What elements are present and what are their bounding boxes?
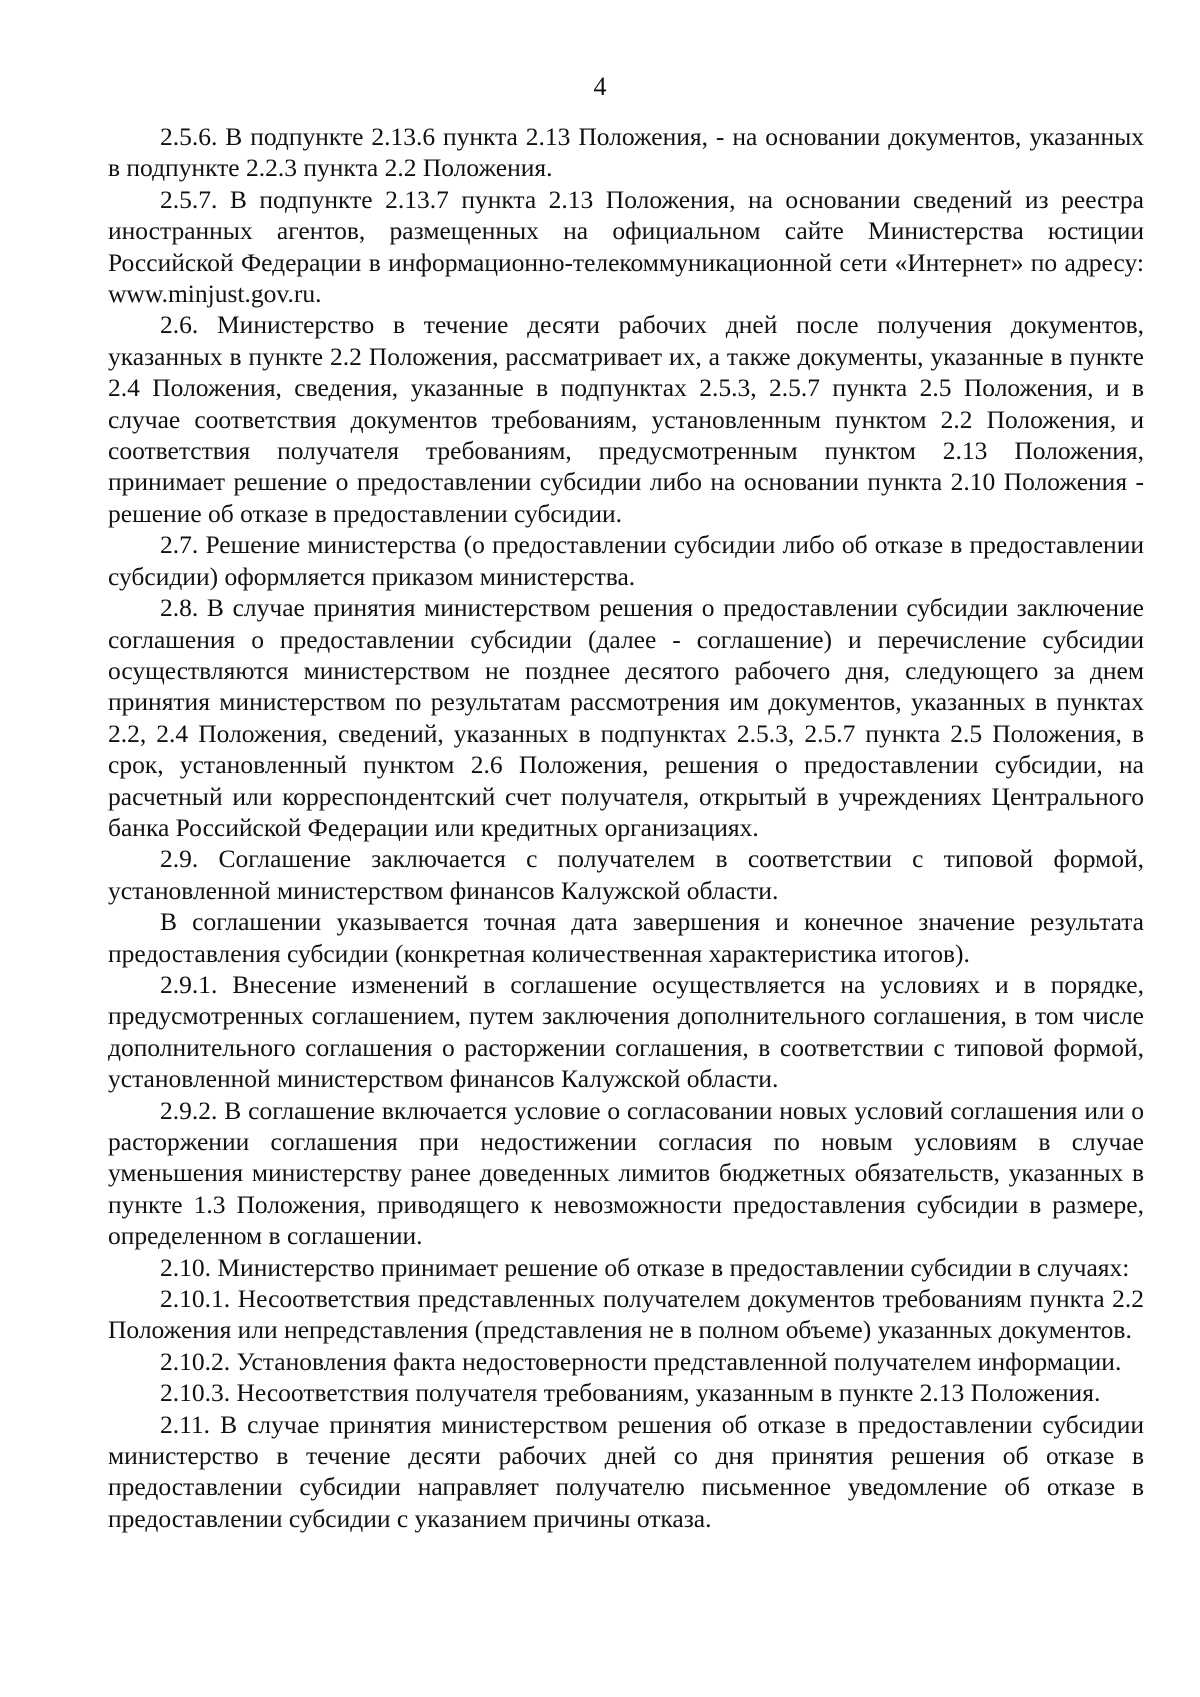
paragraph-2-10: 2.10. Министерство принимает решение об отказе в предоставлении субсидии в случаях:: [160, 1252, 1130, 1282]
paragraph-2-6: 2.6. Министерство в течение десяти рабочих дней после получения документов, указанных в пункте 2.2 Положения, рассматривает их, а также документы, указанные в пункте 2.4 Положения, сведения, указанные в подпунктах 2.5.3, 2.5.7 пункта 2.5 Положения, и в случае соответствия документов требованиям, установленным пунктом 2.2 Положения, и соответствия получателя требованиям, предусмотренным пунктом 2.13 Положения, принимает решение о предоставлении субсидии либо на основании пункта 2.10 Положения - решение об отказе в предоставлении субсидии.: [108, 310, 1144, 528]
paragraph-2-10-1: 2.10.1. Несоответствия представленных получателем документов требованиям пункта 2.2 Положения или непредставления (представления не в полном объеме) указанных документов.: [108, 1284, 1144, 1345]
paragraph-2-9: 2.9. Соглашение заключается с получателем в соответствии с типовой формой, установленной министерством финансов Калужской области.: [108, 844, 1144, 905]
paragraph-2-11: 2.11. В случае принятия министерством решения об отказе в предоставлении субсидии министерство в течение десяти рабочих дней со дня принятия решения об отказе в предоставлении субсидии направляет получателю письменное уведомление об отказе в предоставлении субсидии с указанием причины отказа.: [108, 1409, 1144, 1533]
paragraph-2-5-7: 2.5.7. В подпункте 2.13.7 пункта 2.13 Положения, на основании сведений из реестра иностранных агентов, размещенных на официальном сайте Министерства юстиции Российской Федерации в информационно-телекоммуникационной сети «Интернет» по адресу: www.minjust.gov.ru.: [108, 184, 1144, 309]
paragraph-2-9-agreement-date: В соглашении указывается точная дата завершения и конечное значение результата предоставления субсидии (конкретная количественная характеристика итогов).: [108, 907, 1144, 968]
paragraph-2-9-2: 2.9.2. В соглашение включается условие о согласовании новых условий соглашения или о расторжении соглашения при недостижении согласия по новым условиям в случае уменьшения министерству ранее доведенных лимитов бюджетных обязательств, указанных в пункте 1.3 Положения, приводящего к невозможности предоставления субсидии в размере, определенном в соглашении.: [108, 1095, 1144, 1251]
paragraph-2-9-1: 2.9.1. Внесение изменений в соглашение осуществляется на условиях и в порядке, предусмотренных соглашением, путем заключения дополнительного соглашения, в том числе дополнительного соглашения о расторжении соглашения, в соответствии с типовой формой, установленной министерством финансов Калужской области.: [108, 969, 1144, 1094]
paragraph-2-8: 2.8. В случае принятия министерством решения о предоставлении субсидии заключение соглашения о предоставлении субсидии (далее - соглашение) и перечисление субсидии осуществляются министерством не позднее десятого рабочего дня, следующего за днем принятия министерством по результатам рассмотрения им документов, указанных в пунктах 2.2, 2.4 Положения, сведений, указанных в подпунктах 2.5.3, 2.5.7 пункта 2.5 Положения, в срок, установленный пунктом 2.6 Положения, решения о предоставлении субсидии, на расчетный или корреспондентский счет получателя, открытый в учреждениях Центрального банка Российской Федерации или кредитных организациях.: [108, 593, 1144, 842]
paragraph-2-10-2: 2.10.2. Установления факта недостоверности представленной получателем информации.: [160, 1346, 1122, 1376]
paragraph-2-5-6: 2.5.6. В подпункте 2.13.6 пункта 2.13 Положения, - на основании документов, указанных в подпункте 2.2.3 пункта 2.2 Положения.: [108, 122, 1144, 183]
paragraph-2-10-3: 2.10.3. Несоответствия получателя требованиям, указанным в пункте 2.13 Положения.: [160, 1378, 1101, 1408]
document-body: [108, 121, 1144, 1534]
page-number: 4: [593, 72, 607, 101]
paragraph-2-7: 2.7. Решение министерства (о предоставлении субсидии либо об отказе в предоставлении субсидии) оформляется приказом министерства.: [108, 530, 1144, 591]
